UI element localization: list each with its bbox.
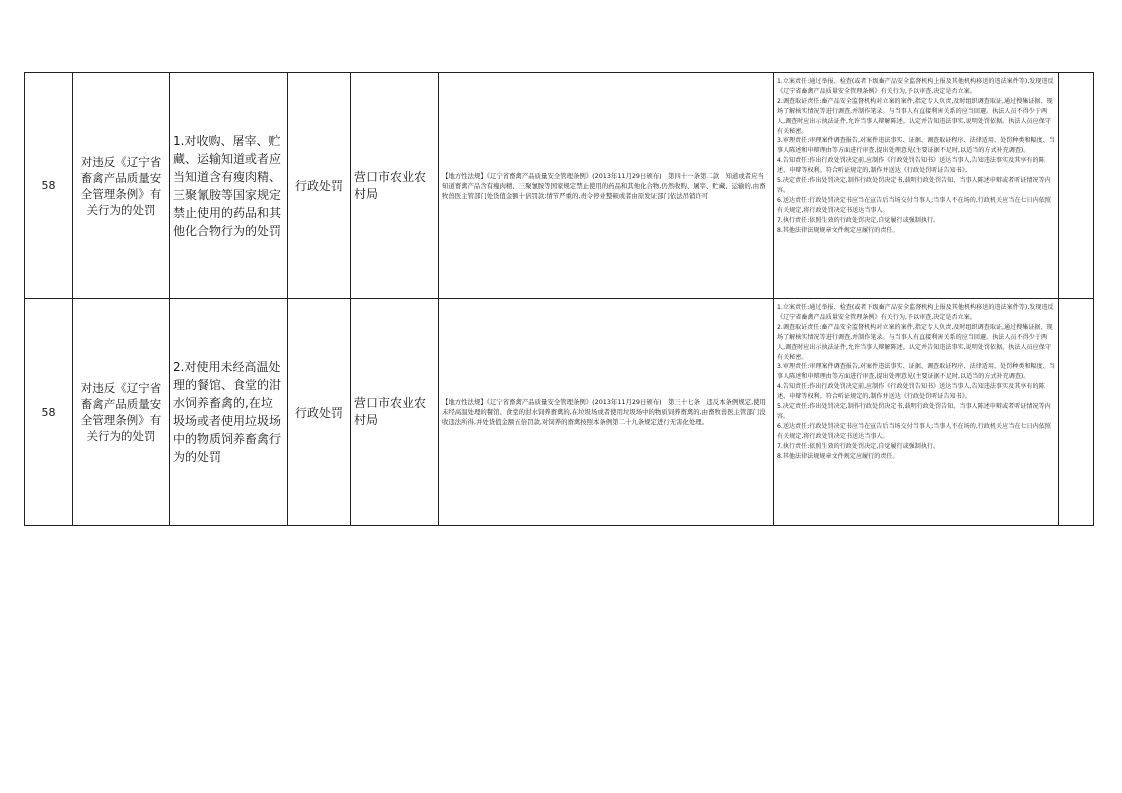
responsibility-item: 3.审理责任:审理案件调查报告,对案件违法事实、证据、调查取证程序、法律适用、处罚种类和幅度、当事人陈述和申辩理由等方面进行审查,提出处理意见(主要证据不足时,以适当的方式补充调查)。 <box>777 363 1055 381</box>
responsibility-list <box>774 73 1059 299</box>
item-number: 58 <box>25 73 73 299</box>
responsibility-item: 3.审理责任:审理案件调查报告,对案件违法事实、证据、调查取证程序、法律适用、处罚种类和幅度、当事人陈述和申辩理由等方面进行审查,提出处理意见(主要证据不足时,以适当的方式补充调查)。 <box>777 137 1055 155</box>
remarks-cell <box>1059 73 1094 299</box>
table-row <box>25 299 1094 526</box>
item-name: 对违反《辽宁省畜禽产品质量安全管理条例》有关行为的处罚 <box>73 299 170 526</box>
responsibility-item: 6.送达责任:行政处罚决定书应当在宣告后当场交付当事人;当事人不在场的,行政机关应当在七日内依照有关规定,将行政处罚决定书送达当事人。 <box>777 196 1051 214</box>
responsibility-item: 7.执行责任:依照生效的行政处罚决定,自觉履行或强制执行。 <box>777 216 940 224</box>
responsibility-item: 8.其他法律法规规章文件规定应履行的责任。 <box>777 452 899 460</box>
responsibility-item: 1.立案责任:通过举报、检查(或者下级畜产品安全监督机构上报及其他机构移送的违法案件等),发现违反《辽宁省畜禽产品质量安全管理条例》有关行为,予以审查,决定是否立案。 <box>777 78 1054 95</box>
department: 营口市农业农村局 <box>351 299 439 526</box>
legal-basis: 【地方性法规】《辽宁省畜禽产品质量安全管理条例》(2013年11月29日颁布) 第三十七条 违反本条例规定,使用未经高温处理的餐馆、食堂的泔水饲养畜禽的,在垃圾场或者使用垃圾场中的物质饲养畜禽的,由畜牧兽医主管部门没收违法所得,并处货值金额五倍罚款,对饲养的畜禽按照本条例第二十九条规定进行无害化处理。 <box>439 299 774 526</box>
power-list-table <box>24 72 1094 526</box>
responsibility-list <box>774 299 1059 526</box>
power-category: 行政处罚 <box>288 73 351 299</box>
responsibility-item: 5.决定责任:作出处罚决定,制作行政处罚决定书,载明行政处罚告知、当事人陈述申辩或者听证情况等内容。 <box>777 177 1051 194</box>
responsibility-item: 1.立案责任:通过举报、检查(或者下级畜产品安全监督机构上报及其他机构移送的违法案件等),发现违反《辽宁省畜禽产品质量安全管理条例》有关行为,予以审查,决定是否立案。 <box>777 304 1054 321</box>
responsibility-item: 6.送达责任:行政处罚决定书应当在宣告后当场交付当事人;当事人不在场的,行政机关应当在七日内依照有关规定,将行政处罚决定书送达当事人。 <box>777 422 1051 440</box>
legal-basis: 【地方性法规】《辽宁省畜禽产品质量安全管理条例》(2013年11月29日颁布) 第四十一条第二款 知道或者应当知道畜禽产品含有瘦肉精、三聚氰胺等国家规定禁止使用的药品和其他化合物,仍然收购、屠宰、贮藏、运输的,由畜牧兽医主管部门处货值金额十倍罚款;情节严重的,责令停业整顿或者由原发证部门依法吊销许可 <box>439 73 774 299</box>
item-name: 对违反《辽宁省畜禽产品质量安全管理条例》有关行为的处罚 <box>73 73 170 299</box>
responsibility-item: 5.决定责任:作出处罚决定,制作行政处罚决定书,载明行政处罚告知、当事人陈述申辩或者听证情况等内容。 <box>777 403 1051 420</box>
department: 营口市农业农村局 <box>351 73 439 299</box>
responsibility-item: 4.告知责任:作出行政处罚决定前,应制作《行政处罚告知书》送达当事人,告知违法事实及其享有的陈述、申辩等权利。符合听证规定的,制作并送达《行政处罚听证告知书》。 <box>777 383 1045 401</box>
responsibility-item: 2.调查取证责任:畜产品安全监督机构对立案的案件,指定专人负责,及时组织调查取证,通过搜集证据、现场了解核实情况等进行调查,并制作笔录。与当事人有直接利害关系的应当回避。执法人员不得少于两人,调查时应出示执法证件,允许当事人辩解陈述。认定并告知违法事实,说明处罚依据。执法人员应保守有关秘密。 <box>777 97 1053 135</box>
item-number: 58 <box>25 299 73 526</box>
power-category: 行政处罚 <box>288 299 351 526</box>
sub-item: 1.对收购、屠宰、贮藏、运输知道或者应当知道含有瘦肉精、三聚氰胺等国家规定禁止使用的药品和其他化合物行为的处罚 <box>170 73 288 299</box>
responsibility-item: 4.告知责任:作出行政处罚决定前,应制作《行政处罚告知书》送达当事人,告知违法事实及其享有的陈述、申辩等权利。符合听证规定的,制作并送达《行政处罚听证告知书》。 <box>777 157 1045 175</box>
responsibility-item: 2.调查取证责任:畜产品安全监督机构对立案的案件,指定专人负责,及时组织调查取证,通过搜集证据、现场了解核实情况等进行调查,并制作笔录。与当事人有直接利害关系的应当回避。执法人员不得少于两人,调查时应出示执法证件,允许当事人辩解陈述。认定并告知违法事实,说明处罚依据。执法人员应保守有关秘密。 <box>777 323 1053 361</box>
sub-item: 2.对使用未经高温处理的餐馆、食堂的泔水饲养畜禽的,在垃圾场或者使用垃圾场中的物质饲养畜禽行为的处罚 <box>170 299 288 526</box>
responsibility-item: 8.其他法律法规规章文件规定应履行的责任。 <box>777 226 899 234</box>
table-row <box>25 73 1094 299</box>
remarks-cell <box>1059 299 1094 526</box>
responsibility-item: 7.执行责任:依照生效的行政处罚决定,自觉履行或强制执行。 <box>777 442 940 450</box>
